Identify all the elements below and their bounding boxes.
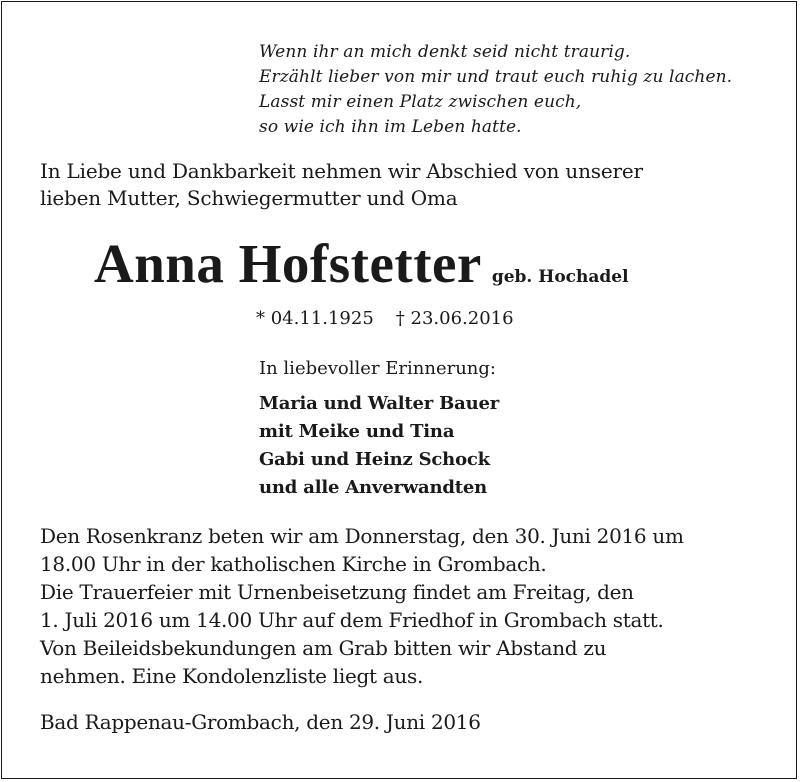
place-and-date: Bad Rappenau-Grombach, den 29. Juni 2016 bbox=[40, 710, 481, 734]
poem-line: so wie ich ihn im Leben hatte. bbox=[259, 117, 522, 137]
poem-line: Lasst mir einen Platz zwischen euch, bbox=[259, 92, 582, 112]
details-line: 18.00 Uhr in der katholischen Kirche in Grombach. bbox=[40, 552, 547, 576]
mourner-line: Maria und Walter Bauer bbox=[259, 393, 500, 414]
memory-label: In liebevoller Erinnerung: bbox=[259, 358, 496, 379]
mourners-list bbox=[259, 390, 499, 502]
memorial-poem bbox=[259, 40, 732, 140]
details-line: nehmen. Eine Kondolenzliste liegt aus. bbox=[40, 664, 424, 688]
mourner-line: mit Meike und Tina bbox=[259, 421, 455, 442]
death-date: † 23.06.2016 bbox=[395, 308, 514, 329]
deceased-name: Anna Hofstetter bbox=[94, 233, 482, 294]
mourner-line: und alle Anverwandten bbox=[259, 477, 488, 498]
intro-text bbox=[40, 158, 643, 212]
intro-line: lieben Mutter, Schwiegermutter und Oma bbox=[40, 186, 458, 210]
details-line: 1. Juli 2016 um 14.00 Uhr auf dem Friedhof in Grombach statt. bbox=[40, 608, 664, 632]
deceased-name-row bbox=[94, 232, 629, 296]
birth-date: * 04.11.1925 bbox=[256, 308, 374, 329]
intro-line: In Liebe und Dankbarkeit nehmen wir Abschied von unserer bbox=[40, 159, 643, 183]
poem-line: Wenn ihr an mich denkt seid nicht traurig. bbox=[259, 42, 631, 62]
service-details bbox=[40, 522, 684, 690]
mourner-line: Gabi und Heinz Schock bbox=[259, 449, 490, 470]
maiden-name: geb. Hochadel bbox=[491, 267, 629, 287]
details-line: Die Trauerfeier mit Urnenbeisetzung findet am Freitag, den bbox=[40, 580, 634, 604]
poem-line: Erzählt lieber von mir und traut euch ruhig zu lachen. bbox=[259, 67, 733, 87]
life-dates bbox=[256, 306, 514, 332]
details-line: Von Beileidsbekundungen am Grab bitten wir Abstand zu bbox=[40, 636, 607, 660]
details-line: Den Rosenkranz beten wir am Donnerstag, den 30. Juni 2016 um bbox=[40, 524, 684, 548]
